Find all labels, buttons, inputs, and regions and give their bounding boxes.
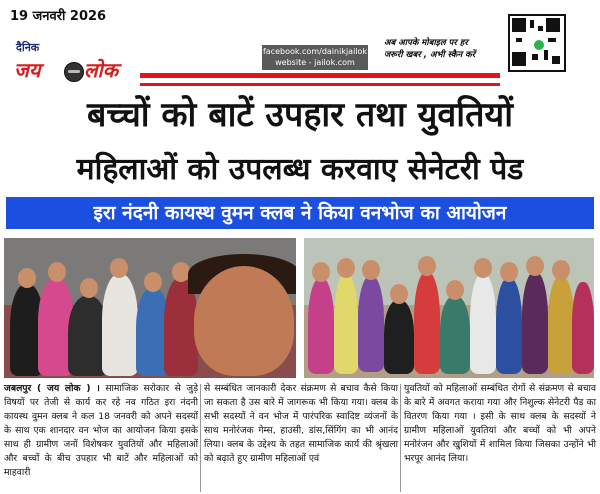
issue-date: 19 जनवरी 2026	[10, 9, 107, 24]
dateline: जबलपुर ( जय लोक ) ।	[4, 383, 100, 394]
website-link[interactable]: website - jailok.com	[275, 58, 355, 67]
header-rule	[140, 73, 500, 78]
group-standing-photo	[304, 238, 594, 378]
header-rule-thin	[140, 83, 500, 86]
group-selfie-photo	[4, 238, 296, 378]
article-column-2: से सम्बंधित जानकारी देकर संक्रमण से बचाव कैसे किया जा सकता है उस बारे में जागरूक भी किया गया। क्लब के सभी सदस्यों ने वन भोज में पारंपरिक स्वादिष्ट व्यंजनों के साथ मनोरंजक गेम्स, हाउसी, डांस,सिंगिंग का भी आनंद लिया। क्लब के उद्देश्य के तहत सामाजिक कार्य की श्रृंखला को बढ़ाते हुए ग्रामीण महिलाओं एवं	[204, 383, 398, 464]
whatsapp-icon	[532, 38, 546, 52]
article-column-1	[4, 382, 198, 480]
newspaper-logo	[10, 42, 130, 86]
article-column-3: युवतियों को महिलाओं सम्बंधित रोगों से संक्रमण से बचाव के बारे में अवगत कराया गया और निशुल्क सेनेटरी पैड का वितरण किया गया । इसी के साथ क्लब के सदस्यों ने ग्रामीण महिलाओं युवतियां और बच्चों को भी अपने मनोरंजन और खुशियों में शामिल किया जिसका उन्होंने भी भरपूर आनंद लिया।	[404, 383, 596, 464]
column-1-text: सामाजिक सरोकार से जुड़े विषयों पर तेजी से कार्य कर रहे नव गठित इरा नंदनी कायस्थ वुमन क्लब ने कल 18 जनवरी को अपने सदस्यों के साथ एक शानदार वन भोज का आयोजन किया इसके साथ ही ग्रामीण जनों विशेषकर युवतियों और महिलाओं और बच्चों के बीच उपहार भी बाटें और महिलाओं को माहवारी	[4, 383, 199, 478]
column-divider	[200, 384, 201, 492]
subheadline-banner: इरा नंदनी कायस्थ वुमन क्लब ने किया वनभोज का आयोजन	[6, 197, 594, 229]
tagline-line-1: अब आपके मोबाइल पर हर	[384, 38, 468, 48]
social-links-box	[262, 45, 368, 70]
headline-line-1: बच्चों को बाटें उपहार तथा युवतियों	[86, 95, 514, 135]
headline-line-2: महिलाओं को उपलब्ध करवाए सेनेटरी पेड	[76, 152, 524, 187]
logo-daily-label: दैनिक	[16, 41, 40, 54]
facebook-link[interactable]: facebook.com/dainikjailok	[262, 47, 368, 56]
logo-word-right: लोक	[84, 58, 119, 82]
scan-tagline	[384, 37, 502, 61]
masthead	[0, 0, 600, 92]
globe-icon	[64, 62, 84, 82]
column-divider	[400, 384, 401, 492]
logo-word-left: जय	[14, 58, 41, 82]
qr-code-icon[interactable]	[508, 14, 566, 72]
tagline-line-2: जरूरी खबर , अभी स्कैन करें	[384, 50, 476, 60]
